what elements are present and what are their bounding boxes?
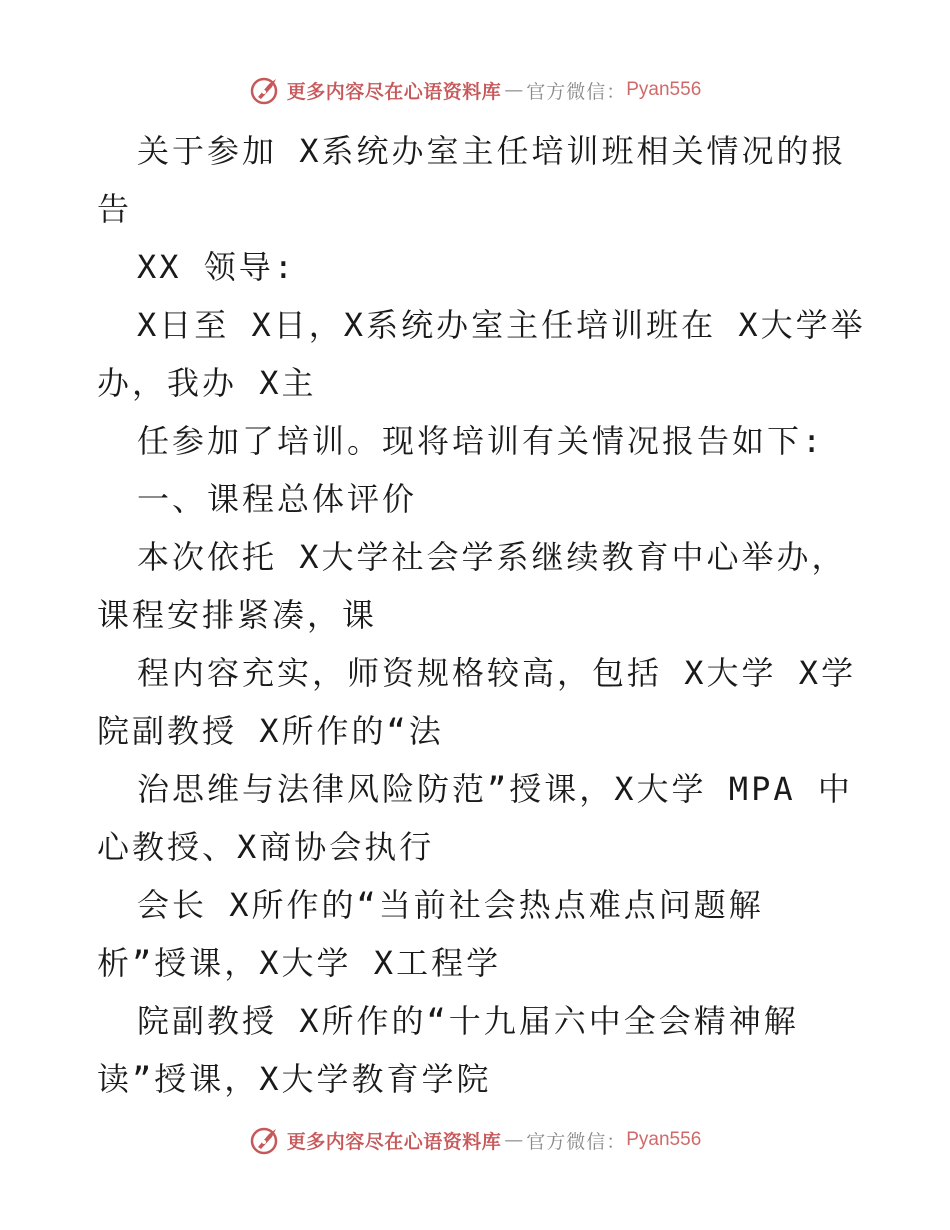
pen-nib-logo-icon [249,73,283,107]
text-line: 治思维与法律风险防范”授课，X大学 MPA 中 [137,770,853,808]
text-line: XX 领导: [137,248,297,286]
watermark-header [0,70,950,110]
text-line: 告 [97,190,133,228]
text-line: 院副教授 X所作的“十九届六中全会精神解 [137,1002,799,1040]
watermark-dash: — [504,79,524,101]
pen-nib-logo-icon [249,1123,283,1157]
text-line: 心教授、X商协会执行 [97,828,435,866]
text-line: 课程安排紧凑，课 [97,596,378,634]
watermark-wechat-id: Pyan556 [626,1129,702,1150]
watermark-footer [0,1120,950,1160]
watermark-text: 更多内容尽在心语资料库 [286,80,502,103]
text-line: 任参加了培训。现将培训有关情况报告如下: [137,422,825,460]
document-body [97,122,866,1108]
text-line: 本次依托 X大学社会学系继续教育中心举办， [137,538,847,576]
text-line: 析”授课，X大学 X工程学 [97,944,502,982]
watermark-dash: — [504,1129,524,1151]
text-line: 一、课程总体评价 [137,480,418,518]
watermark-wechat-label: 官方微信： [526,1130,627,1153]
text-line: 会长 X所作的“当前社会热点难点问题解 [137,886,764,924]
text-line: 程内容充实，师资规格较高，包括 X大学 X学 [137,654,857,692]
text-line: 读”授课，X大学教育学院 [97,1060,492,1098]
text-line: 关于参加 X系统办室主任培训班相关情况的报 [137,132,847,170]
watermark-text: 更多内容尽在心语资料库 [286,1130,502,1153]
text-line: 院副教授 X所作的“法 [97,712,444,750]
watermark-wechat-id: Pyan556 [626,79,702,100]
text-line: X日至 X日，X系统办室主任培训班在 X大学举 [137,306,866,344]
watermark-wechat-label: 官方微信： [526,80,627,103]
text-line: 办，我办 X主 [97,364,317,402]
